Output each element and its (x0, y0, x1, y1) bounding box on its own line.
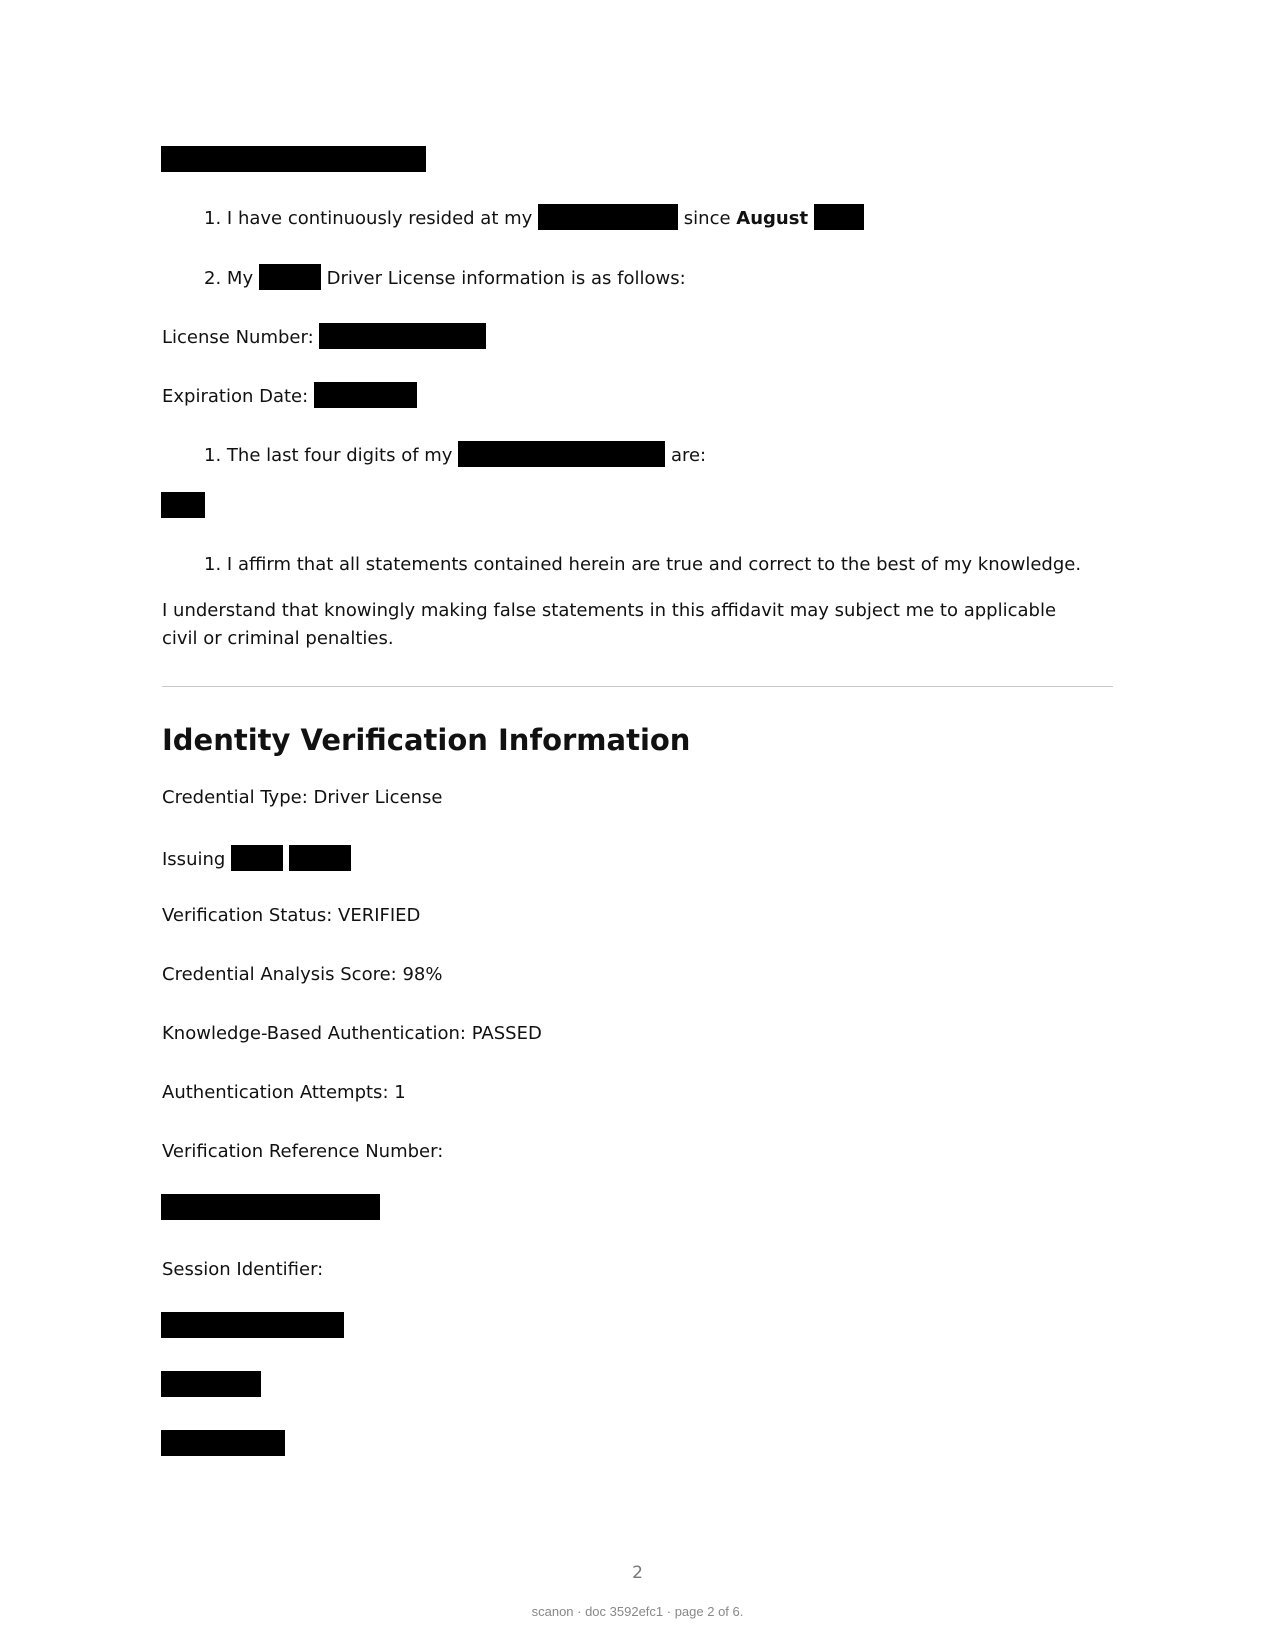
penalty-statement: I understand that knowingly making false statements in this affidavit may subject me to applicable civil or criminal penalties. (162, 600, 1057, 649)
since-text: since (683, 208, 731, 229)
redacted-license-number (319, 323, 486, 349)
license-text-before: My (226, 268, 254, 289)
affidavit-item-digits (204, 441, 706, 468)
affidavit-item-residence (204, 204, 864, 231)
authentication-attempts: Authentication Attempts: 1 (162, 1082, 406, 1103)
issuing-label: Issuing (162, 849, 226, 870)
list-marker: 2. (204, 268, 222, 289)
redacted-year (814, 204, 864, 230)
redacted-id-type (458, 441, 665, 467)
redacted-expiration-date (314, 382, 417, 408)
redacted-issuing-word-1 (231, 845, 283, 871)
digits-text-after: are: (670, 445, 707, 466)
verification-status: Verification Status: VERIFIED (162, 905, 421, 926)
credential-type: Credential Type: Driver License (162, 787, 443, 808)
license-text-after: Driver License information is as follows: (326, 268, 686, 289)
redacted-session-id-3 (161, 1430, 285, 1456)
affidavit-item-affirm (204, 553, 1081, 577)
page-footer: scanon · doc 3592efc1 · page 2 of 6. (531, 1604, 744, 1619)
knowledge-based-authentication: Knowledge-Based Authentication: PASSED (162, 1023, 542, 1044)
list-marker: 1. (204, 445, 222, 466)
list-marker: 1. (204, 208, 222, 229)
section-heading: Identity Verification Information (162, 723, 691, 757)
redacted-reference-number (161, 1194, 380, 1220)
residence-text: I have continuously resided at my (226, 208, 533, 229)
affirm-text: I affirm that all statements contained herein are true and correct to the best of my knowledge. (226, 554, 1082, 575)
redacted-state (259, 264, 321, 290)
redacted-last-four-digits (161, 492, 205, 518)
session-identifier-label: Session Identifier: (162, 1259, 324, 1280)
list-marker: 1. (204, 554, 222, 575)
page-number: 2 (632, 1563, 643, 1583)
redacted-session-id-2 (161, 1371, 261, 1397)
redacted-issuing-word-2 (289, 845, 351, 871)
license-number-line (162, 323, 486, 350)
issuing-line (162, 845, 351, 872)
license-number-label: License Number: (162, 327, 314, 348)
section-divider (162, 686, 1113, 687)
affidavit-item-license (204, 264, 686, 291)
redacted-session-id-1 (161, 1312, 344, 1338)
verification-reference-label: Verification Reference Number: (162, 1141, 444, 1162)
expiration-date-label: Expiration Date: (162, 386, 309, 407)
redacted-header (161, 146, 426, 172)
digits-text-before: The last four digits of my (226, 445, 453, 466)
credential-analysis-score: Credential Analysis Score: 98% (162, 964, 443, 985)
redacted-address (538, 204, 678, 230)
expiration-date-line (162, 382, 417, 409)
residence-month: August (736, 208, 809, 229)
